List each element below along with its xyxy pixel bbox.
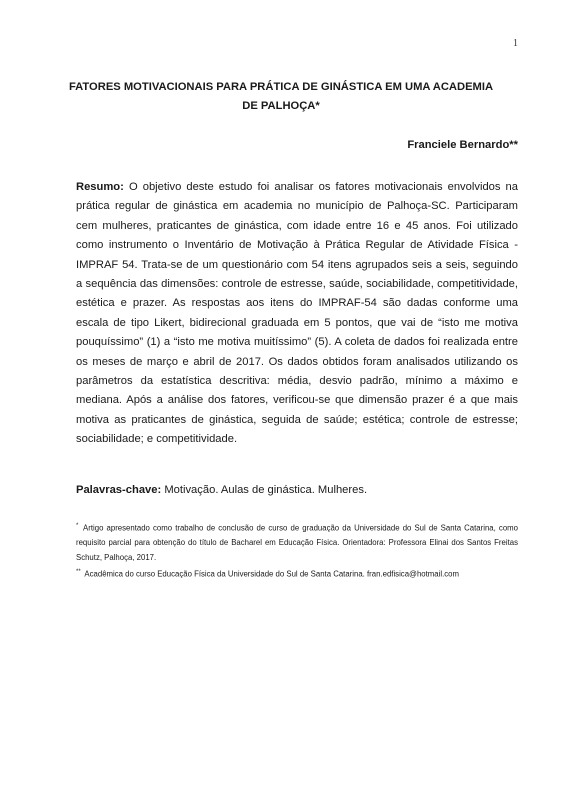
footnote-text: Artigo apresentado como trabalho de conclusão de curso de graduação da Universidade do Sul de Santa Catarina, como requisito parcial para obtenção do título de Bacharel em Educação Física. Orientadora: Professora Elinai dos Santos Freitas Schutz, Palhoça, 2017.: [76, 523, 518, 562]
keywords-label: Palavras-chave:: [76, 484, 162, 496]
footnotes: [76, 519, 518, 583]
footnote: [76, 565, 518, 582]
keywords-text: Motivação. Aulas de ginástica. Mulheres.: [164, 484, 368, 496]
abstract: [76, 178, 518, 450]
footnote-mark: *: [76, 523, 79, 529]
footnote-text: Acadêmica do curso Educação Física da Universidade do Sul de Santa Catarina. fran.edfisica@hotmail.com: [84, 569, 459, 579]
abstract-label: Resumo:: [76, 181, 124, 193]
abstract-text: O objetivo deste estudo foi analisar os fatores motivacionais envolvidos na prática regular de ginástica em academia no município de Palhoça-SC. Participaram cem mulheres, praticantes de ginástica, com idade entre 16 e 45 anos. Foi utilizado como instrumento o Inventário de Motivação à Prática Regular de Atividade Física - IMPRAF 54. Trata-se de um questionário com 54 itens agrupados seis a seis, seguindo a sequência das dimensões: controle de estresse, saúde, sociabilidade, competitividade, estética e prazer. As respostas aos itens do IMPRAF-54 são dadas conforme uma escala de tipo Likert, bidirecional graduada em 5 pontos, que vai de “isto me motiva pouquíssimo” (1) a “isto me motiva muitíssimo” (5). A coleta de dados foi realizada entre os meses de março e abril de 2017. Os dados obtidos foram analisados utilizando os parâmetros da estatística descritiva: média, desvio padrão, mínimo a máximo e mediana. Após a análise dos fatores, verificou-se que dimensão prazer é a que mais motiva as praticantes de ginástica, seguida de saúde; estética; controle de estresse; sociabilidade; e competitividade.: [76, 181, 518, 446]
paper-title: FATORES MOTIVACIONAIS PARA PRÁTICA DE GINÁSTICA EM UMA ACADEMIA DE PALHOÇA*: [68, 81, 494, 112]
footnote-mark: **: [76, 569, 81, 576]
author-name: Franciele Bernardo**: [407, 139, 518, 151]
page-number: 1: [513, 38, 518, 49]
keywords: [76, 484, 518, 496]
footnote: [76, 519, 518, 565]
